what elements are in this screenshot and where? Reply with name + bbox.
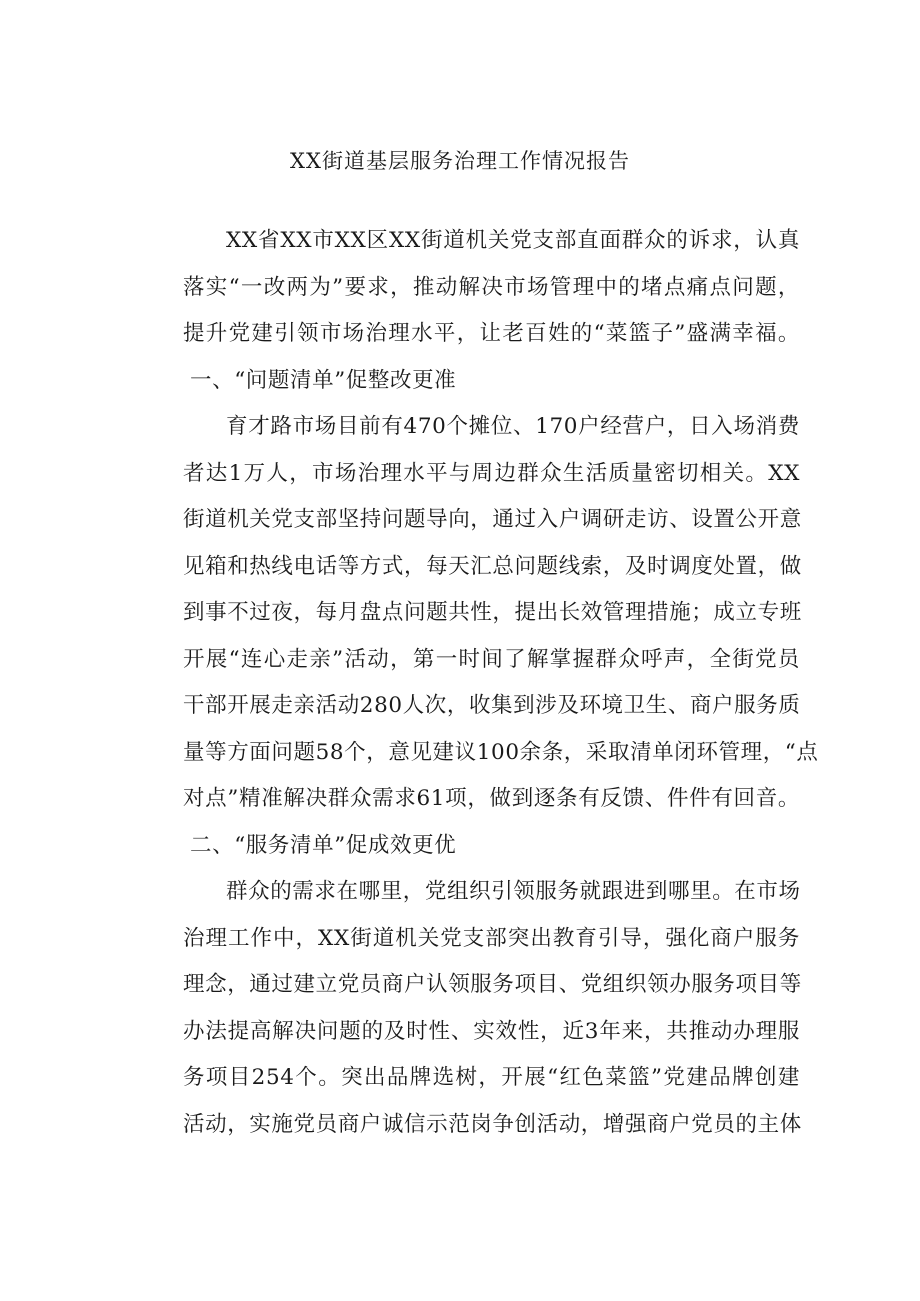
section2-line: 治理工作中，XX街道机关党支部突出教育引导，强化商户服务 [183,925,800,951]
section-heading-1: 一、“问题清单”促整改更准 [190,367,457,393]
section2-line: 办法提高解决问题的及时性、实效性，近3年来，共推动办理服 [183,1018,800,1044]
intro-line: XX省XX市XX区XX街道机关党支部直面群众的诉求，认真 [226,228,800,253]
section2-line: 理念，通过建立党员商户认领服务项目、党组织领办服务项目等 [183,972,802,997]
intro-paragraph [140,218,800,358]
section1-line: 对点”精准解决群众需求61项，做到逐条有反馈、件件有回音。 [183,786,800,811]
section2-line: 群众的需求在哪里，党组织引领服务就跟进到哪里。在市场 [226,879,801,904]
section1-line: 到事不过夜，每月盘点问题共性，提出长效管理措施；成立专班 [183,600,802,625]
section1-paragraph [140,404,819,823]
section1-line: 干部开展走亲活动280人次，收集到涉及环境卫生、商户服务质 [183,693,801,718]
section1-line: 街道机关党支部坚持问题导向，通过入户调研走访、设置公开意 [183,507,802,532]
section1-line: 量等方面问题58个，意见建议100余条，采取清单闭环管理，“点 [183,739,819,765]
section2-line: 活动，实施党员商户诚信示范岗争创活动，增强商户党员的主体 [183,1111,802,1137]
document-body [140,218,819,1148]
document-title: XX街道基层服务治理工作情况报告 [290,149,630,173]
intro-line: 落实“一改两为”要求，推动解决市场管理中的堵点痛点问题， [183,274,800,300]
section1-line: 见箱和热线电话等方式，每天汇总问题线索，及时调度处置，做 [183,553,802,579]
section1-line: 育才路市场目前有470个摊位、170户经营户，日入场消费 [226,414,800,439]
section1-line: 开展“连心走亲”活动，第一时间了解掌握群众呼声，全街党员 [183,646,800,672]
section-heading-2: 二、“服务清单”促成效更优 [190,832,457,858]
section2-line: 务项目254个。突出品牌选树，开展“红色菜篮”党建品牌创建 [183,1065,800,1090]
section1-line: 者达1万人，市场治理水平与周边群众生活质量密切相关。XX [183,460,800,486]
section2-paragraph [140,869,800,1148]
intro-line: 提升党建引领市场治理水平，让老百姓的“菜篮子”盛满幸福。 [183,321,800,346]
